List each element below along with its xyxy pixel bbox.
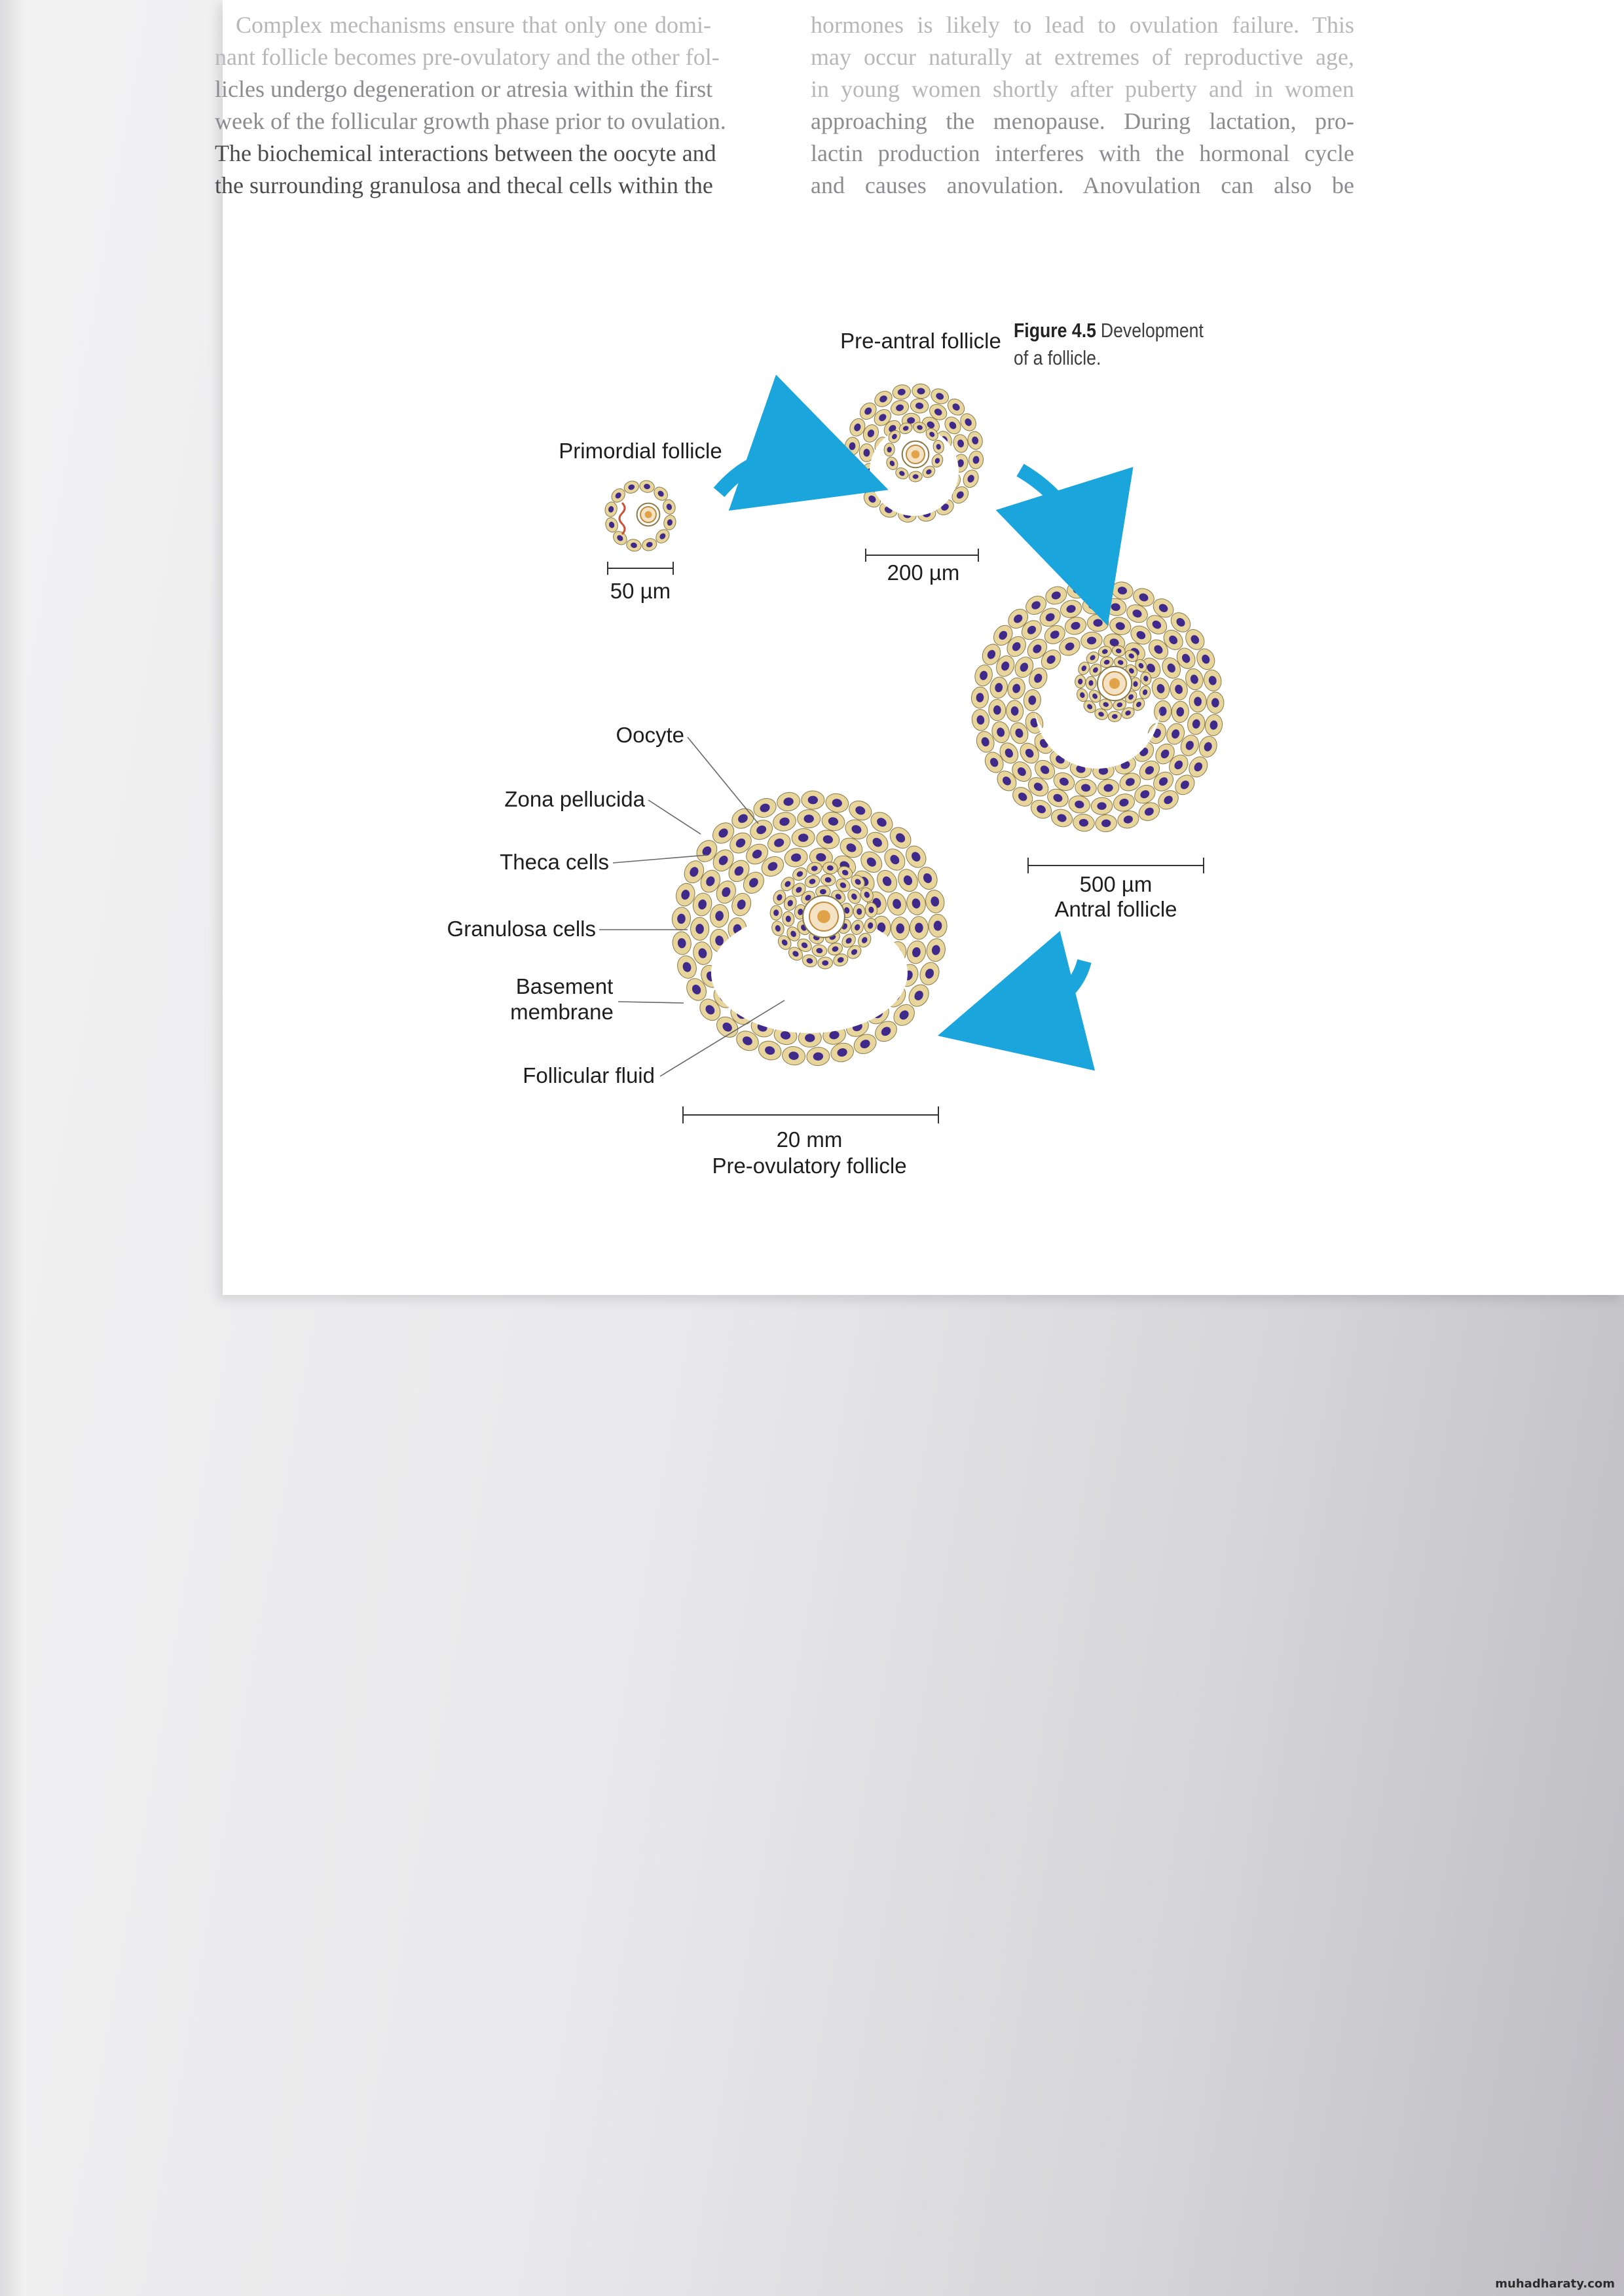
scale-200um: 200 µm [887, 560, 960, 585]
text-line: may occur naturally at extremes of reproductive age, [811, 44, 1354, 70]
leader-zona-pellucida [648, 800, 701, 834]
stage-arrow-3 [1022, 961, 1084, 1015]
scale-20mm: 20 mm [776, 1127, 843, 1152]
scale-bar-50um [608, 562, 673, 575]
antral-label: Antral follicle [1054, 897, 1177, 921]
scale-bar-20mm [683, 1106, 938, 1123]
text-line: in young women shortly after puberty and in women [811, 76, 1354, 102]
primordial-label: Primordial follicle [559, 439, 722, 463]
scale-bar-500um [1028, 858, 1204, 873]
pre-antral-follicle-illustration [844, 383, 984, 523]
stage-arrow-1 [719, 458, 807, 492]
text-line: nant follicle becomes pre-ovulatory and the other fol- [215, 44, 720, 70]
scale-500um: 500 µm [1079, 872, 1153, 896]
label-oocyte: Oocyte [616, 723, 684, 747]
label-theca-cells: Theca cells [500, 850, 609, 874]
leader-follicular-fluid [660, 1000, 784, 1076]
text-line: licles undergo degeneration or atresia within the first [215, 76, 713, 102]
preantral-label: Pre-antral follicle [840, 329, 1001, 353]
text-line: and causes anovulation. Anovulation can also be [811, 172, 1354, 198]
scale-bar-200um [866, 549, 978, 562]
label-basement-membrane: Basement [515, 974, 614, 998]
pre-ovulatory-follicle-illustration [671, 791, 947, 1066]
text-line: The biochemical interactions between the oocyte and [215, 140, 716, 166]
text-line: lactin production interferes with the hormonal cycle [811, 140, 1354, 166]
label-follicular-fluid: Follicular fluid [523, 1063, 655, 1087]
text-line: the surrounding granulosa and thecal cells within the [215, 172, 713, 198]
figure-number: Figure 4.5 [1014, 319, 1096, 342]
label-basement-membrane: membrane [510, 1000, 614, 1024]
preovulatory-label: Pre-ovulatory follicle [712, 1154, 907, 1178]
caption-text: Development [1100, 319, 1204, 342]
scale-50um: 50 µm [610, 579, 671, 603]
label-granulosa-cells: Granulosa cells [447, 917, 596, 941]
text-line: Complex mechanisms ensure that only one domi- [236, 12, 711, 38]
primordial-follicle-illustration [604, 479, 677, 553]
caption-text: of a follicle. [1014, 346, 1101, 369]
text-line: approaching the menopause. During lactation, pro- [811, 108, 1354, 134]
text-line: hormones is likely to lead to ovulation failure. This [811, 12, 1354, 38]
leader-basement-membrane [618, 1002, 684, 1003]
leader-oocyte [688, 737, 758, 824]
antral-follicle-illustration [970, 579, 1224, 833]
stage-arrow-2 [1020, 470, 1082, 543]
label-zona-pellucida: Zona pellucida [504, 787, 645, 811]
watermark: muhadharaty.com [1495, 2277, 1615, 2291]
text-line: week of the follicular growth phase prior to ovulation. [215, 108, 726, 134]
